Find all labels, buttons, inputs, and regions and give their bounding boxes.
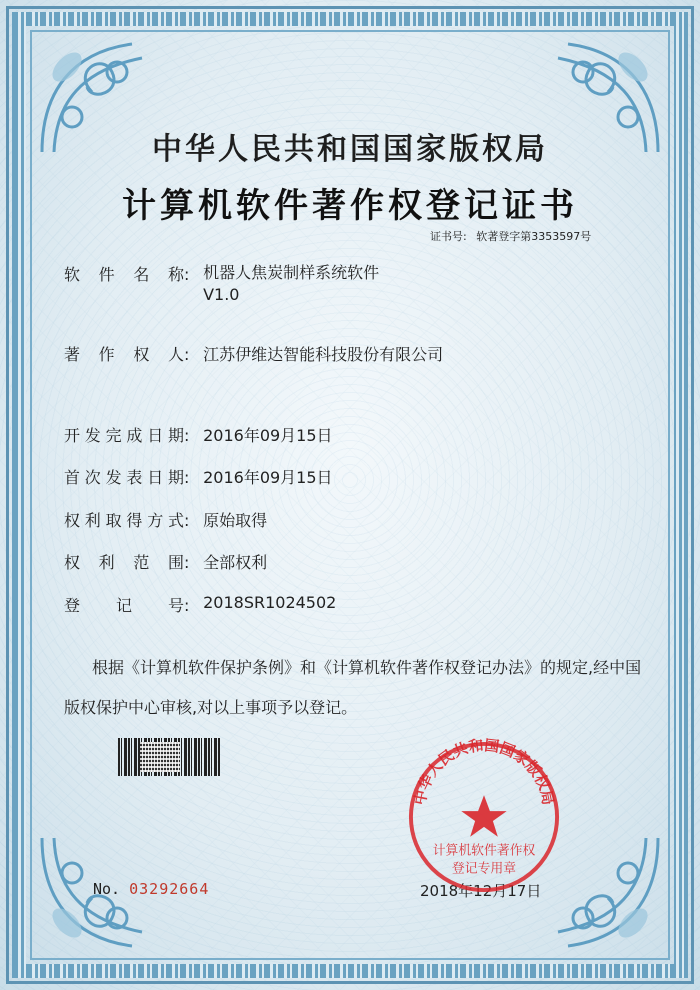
field-colon: : xyxy=(184,265,190,284)
field-acquisition-method xyxy=(64,508,267,531)
field-colon: : xyxy=(184,426,190,445)
field-value: 原始取得 xyxy=(203,511,268,530)
field-label: 软件名称 xyxy=(64,265,184,284)
serial-number xyxy=(93,880,209,898)
official-seal xyxy=(405,738,563,896)
field-value xyxy=(203,262,379,306)
field-dev-completion-date xyxy=(64,423,333,446)
certificate-number-label: 证书号: xyxy=(430,230,467,243)
serial-label: No. xyxy=(93,880,121,898)
border-inner xyxy=(30,30,670,960)
field-copyright-owner xyxy=(64,342,443,365)
field-label: 开发完成日期 xyxy=(64,426,184,445)
field-first-publication-date xyxy=(64,465,333,488)
certification-statement: 根据《计算机软件保护条例》和《计算机软件著作权登记办法》的规定,经中国版权保护中心审核,对以上事项予以登记。 xyxy=(64,658,642,717)
issuer-title: 中华人民共和国国家版权局 xyxy=(152,132,548,167)
certificate-number-value: 软著登字第3353597号 xyxy=(476,230,592,243)
seal-center-line2: 登记专用章 xyxy=(451,861,517,877)
field-label: 首次发表日期 xyxy=(64,468,184,487)
certificate-title: 计算机软件著作权登记证书 xyxy=(122,186,578,226)
barcode-icon xyxy=(118,738,220,776)
field-label: 权利取得方式 xyxy=(64,511,184,530)
barcode-2d-block xyxy=(140,742,180,772)
field-rights-scope xyxy=(64,550,267,573)
field-label: 权利范围 xyxy=(64,553,184,572)
field-registration-number xyxy=(64,593,336,616)
field-colon: : xyxy=(184,596,190,615)
certificate-number xyxy=(430,228,597,244)
field-value: 2016年09月15日 xyxy=(203,468,333,487)
field-colon: : xyxy=(184,345,190,364)
field-label: 著作权人 xyxy=(64,345,184,364)
field-software-name xyxy=(64,262,379,306)
software-version-value: V1.0 xyxy=(203,285,240,304)
seal-ring-text: 中华人民共和国国家版权局 xyxy=(411,738,557,807)
seal-star-icon xyxy=(461,795,506,836)
serial-value: 03292664 xyxy=(129,880,210,898)
software-name-value: 机器人焦炭制样系统软件 xyxy=(203,263,380,282)
field-colon: : xyxy=(184,553,190,572)
field-value: 江苏伊维达智能科技股份有限公司 xyxy=(203,345,444,364)
field-colon: : xyxy=(184,468,190,487)
field-value: 全部权利 xyxy=(203,553,268,572)
seal-center-line1: 计算机软件著作权 xyxy=(432,843,536,859)
field-colon: : xyxy=(184,511,190,530)
issue-date: 2018年12月17日 xyxy=(420,882,542,900)
field-value: 2016年09月15日 xyxy=(203,426,333,445)
field-value: 2018SR1024502 xyxy=(203,593,337,612)
field-label: 登记号 xyxy=(64,596,184,615)
